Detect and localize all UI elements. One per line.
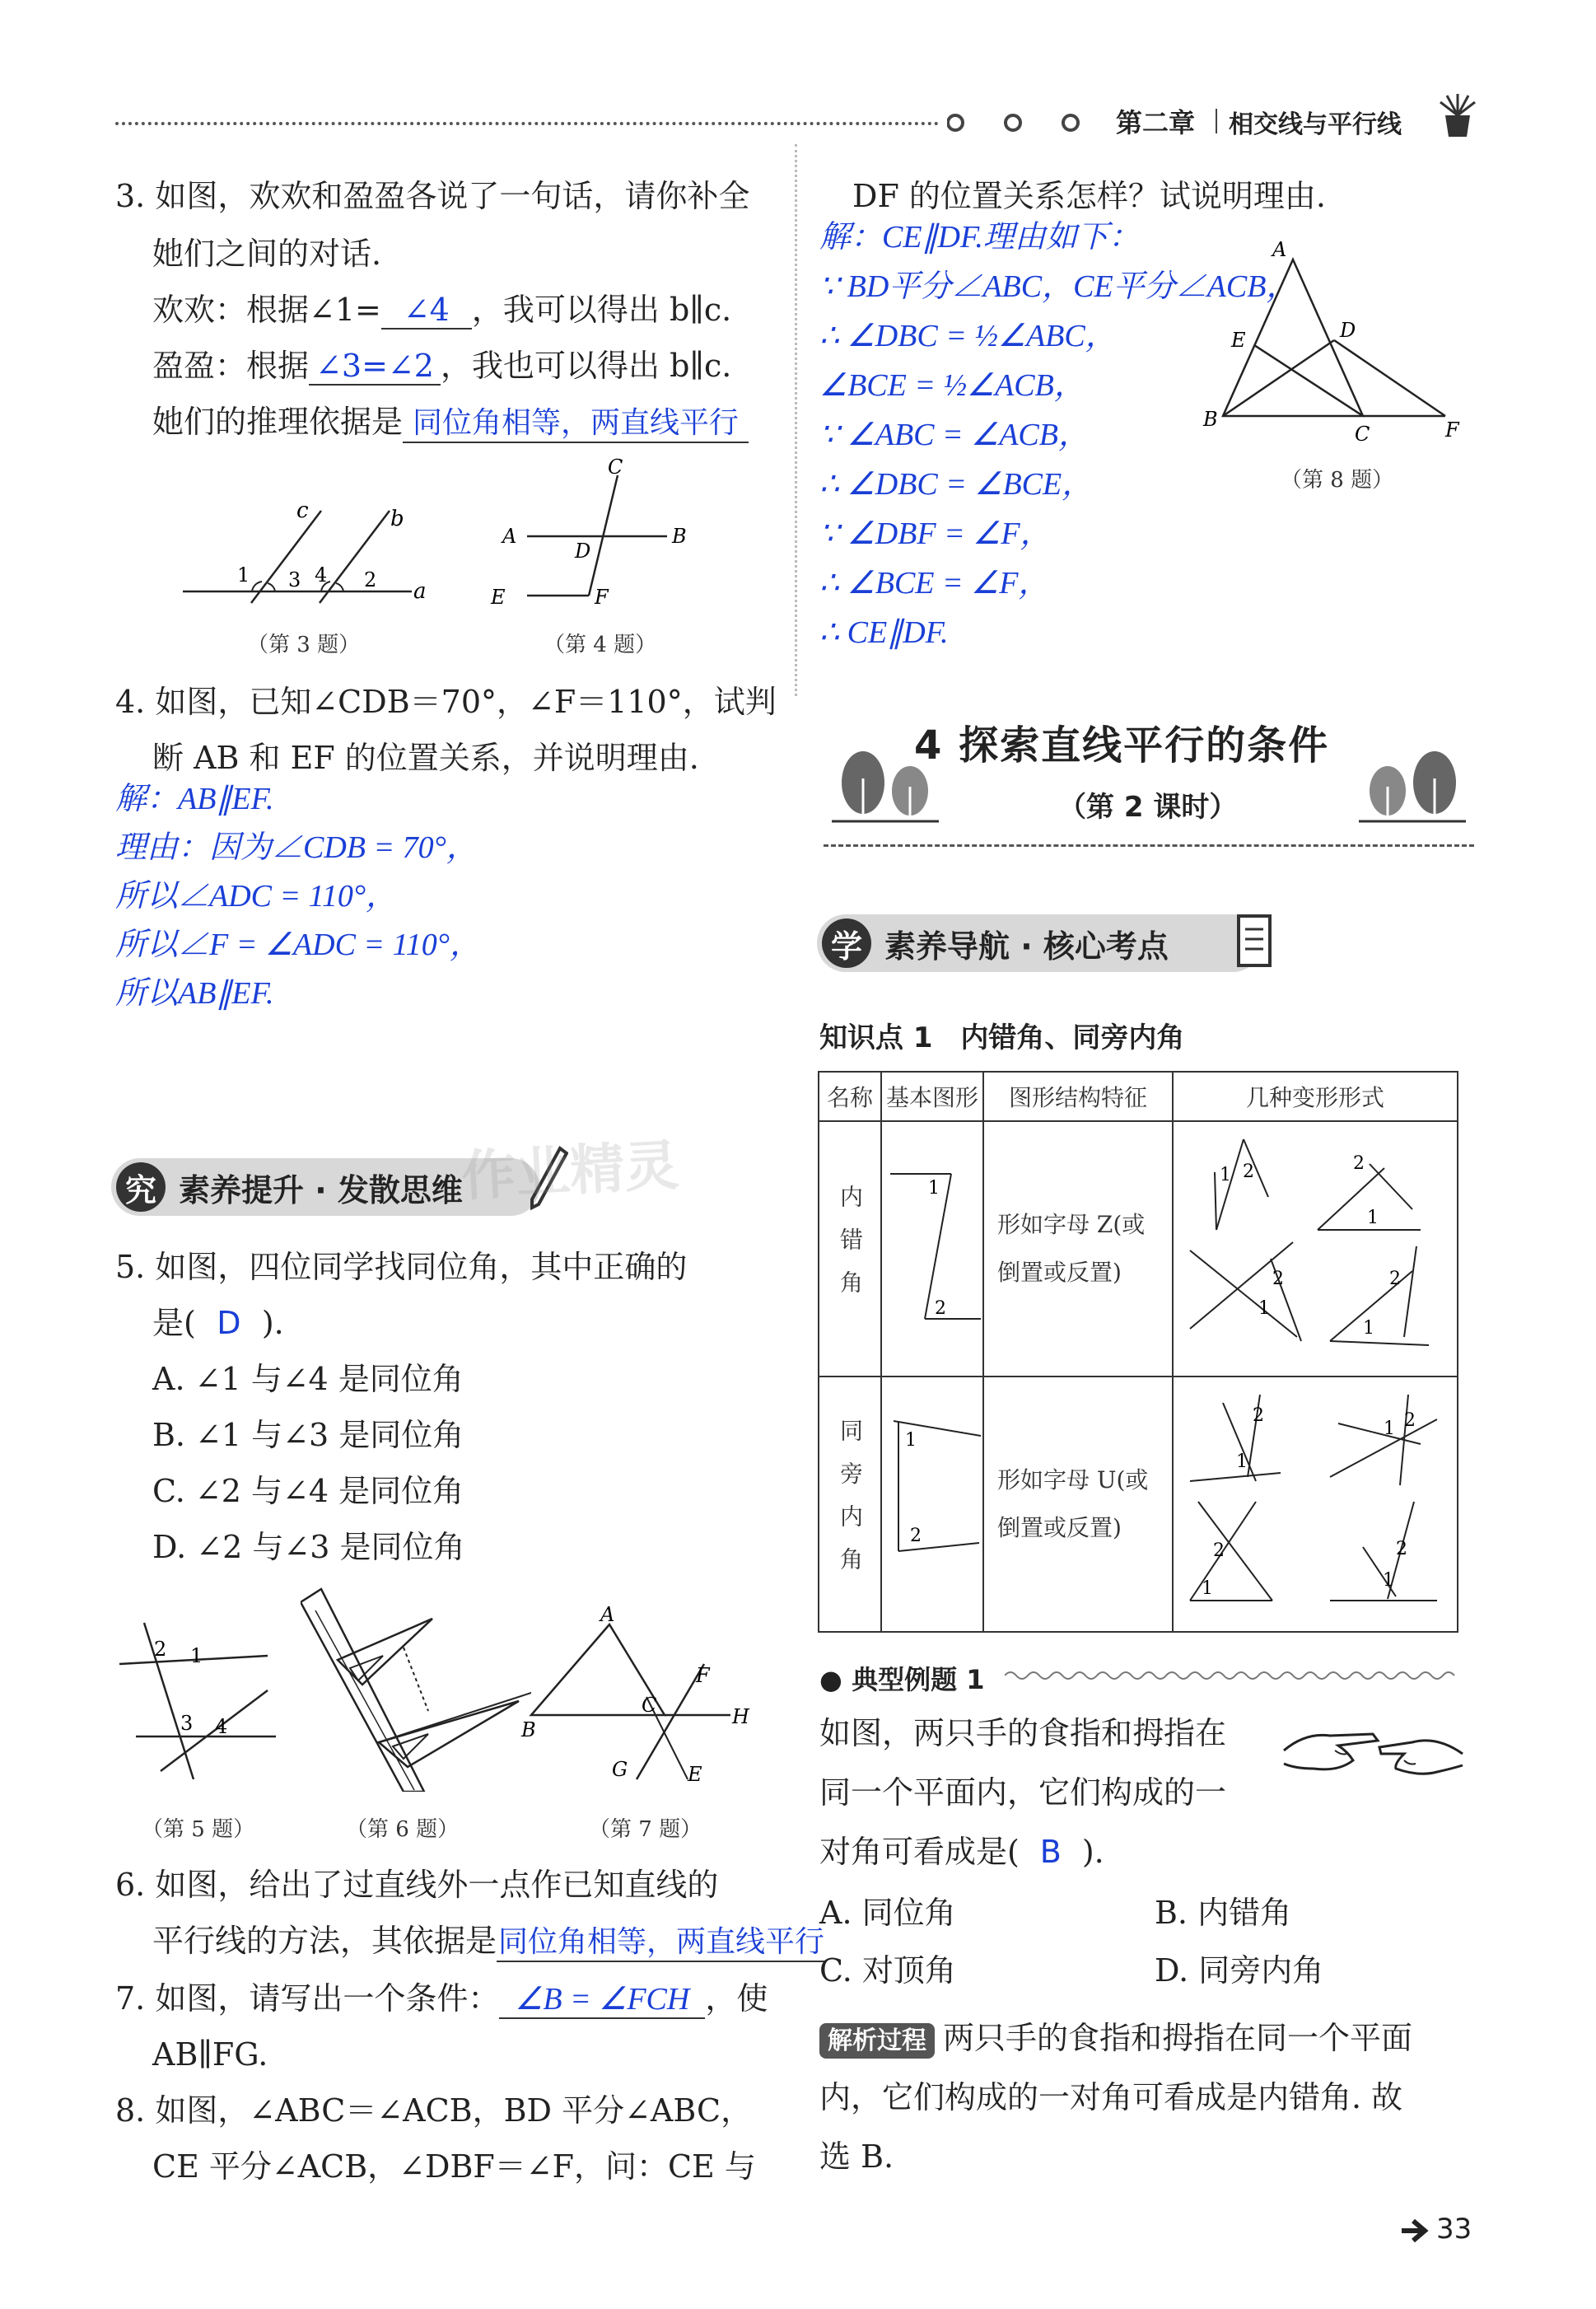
q3-line1: 3. 如图，欢欢和盈盈各说了一句话，请你补全 bbox=[115, 178, 750, 214]
header-divider bbox=[1216, 109, 1217, 133]
example1-open: 对角可看成是( bbox=[819, 1834, 1020, 1870]
example1-close: ). bbox=[1081, 1834, 1104, 1870]
kp1-row1-feature-1: 形如字母 Z(或 bbox=[997, 1211, 1146, 1238]
kp1-row2-name-text: 同旁内角 bbox=[837, 1419, 864, 1590]
fig4-caption: （第 4 题） bbox=[544, 633, 657, 657]
q7-post: ，使 bbox=[705, 1980, 768, 2017]
analysis-text-1: 两只手的食指和拇指在同一个平面 bbox=[943, 2020, 1413, 2056]
svg-text:1: 1 bbox=[1220, 1164, 1231, 1185]
q5-line2 bbox=[152, 1302, 284, 1344]
fig7-label-B: B bbox=[521, 1718, 536, 1741]
example1-line3 bbox=[819, 1830, 1104, 1873]
q5-option-a: A. ∠1 与∠4 是同位角 bbox=[152, 1361, 464, 1397]
example1-option-b: B. 内错角 bbox=[1155, 1895, 1292, 1931]
q3-huan-post: ，我可以得出 b∥c. bbox=[471, 292, 732, 328]
fig5-label-2: 2 bbox=[154, 1638, 167, 1661]
q3-line2: 她们之间的对话. bbox=[152, 236, 382, 272]
q3-huan-answer: ∠4 bbox=[381, 292, 472, 330]
plant-icon bbox=[1437, 92, 1478, 142]
fig7-label-C: C bbox=[642, 1694, 657, 1717]
fig7-label-H: H bbox=[732, 1705, 749, 1728]
q4-sol-5: 所以AB∥EF. bbox=[115, 976, 274, 1011]
kp1-row-same-side bbox=[819, 1377, 1458, 1632]
fig4-label-F: F bbox=[595, 586, 609, 609]
fig5-label-4: 4 bbox=[215, 1715, 228, 1738]
column-divider bbox=[795, 144, 797, 696]
q8-sol-1: 解：CE∥DF.理由如下： bbox=[819, 220, 1140, 255]
page-number: 33 bbox=[1436, 2213, 1472, 2246]
q8-sol-3: ∴ ∠DBC = ½∠ABC， bbox=[819, 319, 1117, 353]
kp1-row1-variants bbox=[1173, 1121, 1458, 1377]
fig8-label-D: D bbox=[1340, 319, 1356, 342]
q5-option-c: C. ∠2 与∠4 是同位角 bbox=[152, 1473, 464, 1509]
fig3-label-a: a bbox=[413, 579, 427, 604]
svg-text:1: 1 bbox=[1258, 1297, 1270, 1319]
q3-basis bbox=[152, 400, 749, 443]
q3-ying-post: ，我也可以得出 b∥c. bbox=[441, 348, 732, 384]
figure-q8 bbox=[1198, 235, 1478, 449]
fig5-label-1: 1 bbox=[190, 1644, 203, 1667]
kp1-title: 内错角、同旁内角 bbox=[960, 1021, 1185, 1054]
tree-icon-left bbox=[832, 746, 939, 824]
kp1-header-row bbox=[819, 1072, 1458, 1121]
section-learn bbox=[817, 914, 1262, 972]
kp1-row1-name bbox=[819, 1121, 881, 1377]
q3-ying-answer: ∠3=∠2 bbox=[309, 348, 441, 386]
header-dots bbox=[947, 110, 1095, 135]
header-dotted-rule bbox=[115, 122, 939, 125]
fig3-label-3: 3 bbox=[288, 568, 301, 591]
q8-sol-4: ∠BCE = ½∠ACB， bbox=[819, 368, 1085, 403]
q7-line2: AB∥FG. bbox=[152, 2036, 268, 2073]
svg-text:2: 2 bbox=[1389, 1268, 1401, 1289]
fig4-label-D: D bbox=[575, 540, 591, 563]
notebook-icon bbox=[1234, 913, 1275, 974]
svg-text:2: 2 bbox=[910, 1525, 922, 1546]
kp1-heading bbox=[819, 1015, 1184, 1055]
q8-sol-2: ∵ BD平分∠ABC，CE平分∠ACB， bbox=[819, 269, 1298, 304]
q8-sol-7: ∵ ∠DBF = ∠F， bbox=[819, 516, 1052, 551]
fig3-label-c: c bbox=[296, 498, 309, 523]
q4-sol-1: 解：AB∥EF. bbox=[115, 782, 274, 816]
figure-q6 bbox=[301, 1586, 531, 1792]
section-learn-title: 素养导航 · 核心考点 bbox=[884, 928, 1169, 965]
kp1-th-variants: 几种变形形式 bbox=[1173, 1072, 1458, 1121]
fig5-caption: （第 5 题） bbox=[142, 1817, 255, 1842]
lesson-dotted-rule bbox=[824, 844, 1474, 847]
fig4-label-C: C bbox=[608, 457, 623, 479]
kp1-table bbox=[818, 1071, 1458, 1633]
svg-text:1: 1 bbox=[1367, 1207, 1379, 1228]
kp1-row2-feature-2: 倒置或反置) bbox=[997, 1514, 1122, 1541]
svg-text:1: 1 bbox=[1236, 1451, 1248, 1472]
example1-option-c: C. 对顶角 bbox=[819, 1952, 956, 1989]
fig7-label-A: A bbox=[600, 1606, 615, 1626]
q7-line1 bbox=[115, 1977, 768, 2020]
fig4-label-B: B bbox=[672, 525, 687, 548]
q3-ying bbox=[152, 344, 731, 387]
kp1-th-name: 名称 bbox=[819, 1072, 881, 1121]
example1-analysis-2: 内，它们构成的一对角可看成是内错角. 故 bbox=[819, 2079, 1403, 2115]
svg-text:2: 2 bbox=[1243, 1161, 1254, 1182]
svg-text:2: 2 bbox=[1396, 1538, 1407, 1559]
next-arrow-icon bbox=[1400, 2216, 1433, 2249]
q8-line2: CE 平分∠ACB，∠DBF＝∠F，问：CE 与 bbox=[152, 2148, 756, 2185]
fig4-label-A: A bbox=[502, 525, 517, 548]
q5-option-d: D. ∠2 与∠3 是同位角 bbox=[152, 1529, 465, 1565]
kp1-row1-basic-figure bbox=[881, 1121, 983, 1377]
watermark: 作业精灵 bbox=[460, 1133, 681, 1208]
q6-line2-pre: 平行线的方法，其依据是 bbox=[152, 1923, 497, 1959]
svg-text:2: 2 bbox=[1253, 1405, 1264, 1426]
figure-q4 bbox=[478, 457, 725, 622]
fig7-label-E: E bbox=[688, 1763, 702, 1786]
figure-q7 bbox=[515, 1606, 762, 1796]
fig3-label-2: 2 bbox=[364, 568, 377, 591]
svg-text:2: 2 bbox=[1272, 1268, 1284, 1289]
q8-sol-6: ∴ ∠DBC = ∠BCE， bbox=[819, 467, 1094, 502]
fig4-label-E: E bbox=[491, 586, 506, 609]
header-title: 相交线与平行线 bbox=[1229, 110, 1402, 139]
kp1-label: 知识点 1 bbox=[819, 1021, 933, 1054]
q8-sol-9: ∴ CE∥DF. bbox=[819, 615, 949, 650]
example1-wavy-rule bbox=[1005, 1667, 1466, 1687]
q3-basis-pre: 她们的推理依据是 bbox=[152, 404, 404, 440]
kp1-th-feature: 图形结构特征 bbox=[983, 1072, 1173, 1121]
kp1-row2-variants bbox=[1173, 1377, 1458, 1632]
example1-analysis-1 bbox=[819, 2017, 1412, 2063]
q3-ying-pre: 盈盈：根据 bbox=[152, 348, 310, 384]
q4-sol-3: 所以∠ADC = 110°， bbox=[115, 879, 398, 914]
section-learn-badge: 学 bbox=[822, 918, 871, 968]
tree-icon-right bbox=[1359, 746, 1466, 824]
fig8-label-C: C bbox=[1355, 423, 1370, 446]
fig7-label-F: F bbox=[696, 1664, 710, 1687]
q3-huan bbox=[152, 288, 731, 331]
fig7-caption: （第 7 题） bbox=[589, 1817, 702, 1842]
kp1-row1-feature bbox=[983, 1121, 1173, 1377]
svg-text:1: 1 bbox=[1202, 1578, 1213, 1599]
q7-answer: ∠B = ∠FCH bbox=[499, 1981, 705, 2019]
q6-line1: 6. 如图，给出了过直线外一点作已知直线的 bbox=[115, 1867, 719, 1903]
analysis-tag: 解析过程 bbox=[819, 2023, 935, 2059]
svg-text:2: 2 bbox=[935, 1297, 946, 1319]
figure-q3 bbox=[173, 494, 436, 618]
fig3-label-b: b bbox=[390, 507, 404, 531]
svg-text:1: 1 bbox=[928, 1177, 940, 1199]
q5-open: 是( bbox=[152, 1305, 196, 1341]
example1-label: ● 典型例题 1 bbox=[819, 1664, 985, 1695]
q3-huan-pre: 欢欢：根据∠1= bbox=[152, 292, 381, 328]
q5-close: ). bbox=[261, 1305, 284, 1341]
fig3-label-1: 1 bbox=[237, 563, 250, 587]
example1-line1: 如图，两只手的食指和拇指在 bbox=[819, 1715, 1227, 1751]
kp1-row2-basic-figure bbox=[881, 1377, 983, 1632]
svg-text:2: 2 bbox=[1353, 1152, 1365, 1174]
svg-text:1: 1 bbox=[905, 1429, 917, 1451]
example1-line2: 同一个平面内，它们构成的一 bbox=[819, 1774, 1227, 1811]
q8-sol-5: ∵ ∠ABC = ∠ACB， bbox=[819, 418, 1090, 452]
fig8-label-A: A bbox=[1272, 238, 1287, 261]
q4-line1: 4. 如图，已知∠CDB＝70°，∠F＝110°，试判 bbox=[115, 684, 777, 720]
svg-text:1: 1 bbox=[1383, 1569, 1394, 1591]
q4-sol-4: 所以∠F = ∠ADC = 110°， bbox=[115, 928, 481, 962]
q5-answer: D bbox=[217, 1305, 241, 1341]
fig5-label-3: 3 bbox=[180, 1712, 194, 1735]
q6-answer: 同位角相等，两直线平行 bbox=[497, 1924, 826, 1962]
example1-option-d: D. 同旁内角 bbox=[1155, 1952, 1324, 1989]
fig8-caption: （第 8 题） bbox=[1281, 468, 1394, 493]
fig8-label-B: B bbox=[1203, 408, 1218, 431]
example1-answer: B bbox=[1039, 1834, 1062, 1870]
kp1-th-figure: 基本图形 bbox=[881, 1072, 983, 1121]
fig3-caption: （第 3 题） bbox=[247, 633, 361, 657]
q8-sol-8: ∴ ∠BCE = ∠F， bbox=[819, 566, 1050, 601]
q3-basis-answer: 同位角相等，两直线平行 bbox=[403, 405, 749, 443]
kp1-row1-name-text: 内错角 bbox=[837, 1185, 864, 1313]
fig7-label-G: G bbox=[612, 1758, 628, 1781]
kp1-row1-feature-2: 倒置或反置) bbox=[997, 1259, 1122, 1286]
svg-text:2: 2 bbox=[1213, 1540, 1225, 1561]
q5-line1: 5. 如图，四位同学找同位角，其中正确的 bbox=[115, 1249, 688, 1285]
svg-text:1: 1 bbox=[1384, 1418, 1395, 1439]
fig3-label-4: 4 bbox=[315, 563, 328, 587]
lesson-subtitle: （第 2 课时） bbox=[1058, 791, 1238, 824]
kp1-row-alternate bbox=[819, 1121, 1458, 1377]
q7-pre: 7. 如图，请写出一个条件： bbox=[115, 1980, 500, 2017]
kp1-row2-name bbox=[819, 1377, 881, 1632]
figure-q5 bbox=[111, 1615, 292, 1779]
q8-line1: 8. 如图，∠ABC＝∠ACB，BD 平分∠ABC， bbox=[115, 2092, 753, 2129]
hands-illustration bbox=[1281, 1718, 1466, 1787]
section-explore-badge: 究 bbox=[116, 1162, 166, 1212]
fig8-label-E: E bbox=[1231, 329, 1246, 352]
header-chapter: 第二章 bbox=[1116, 107, 1196, 138]
kp1-row2-feature bbox=[983, 1377, 1173, 1632]
section-explore-title: 素养提升 · 发散思维 bbox=[179, 1171, 463, 1208]
fig8-label-F: F bbox=[1445, 418, 1459, 442]
q4-line2: 断 AB 和 EF 的位置关系，并说明理由. bbox=[152, 740, 699, 776]
kp1-row2-feature-1: 形如字母 U(或 bbox=[997, 1466, 1149, 1493]
lesson-title: 4 探索直线平行的条件 bbox=[914, 722, 1330, 769]
q6-line2 bbox=[152, 1919, 826, 1962]
q5-option-b: B. ∠1 与∠3 是同位角 bbox=[152, 1417, 464, 1453]
example1-analysis-3: 选 B. bbox=[819, 2138, 894, 2175]
svg-text:2: 2 bbox=[1404, 1409, 1416, 1431]
fig6-caption: （第 6 题） bbox=[346, 1817, 460, 1842]
q4-sol-2: 理由：因为∠CDB = 70°， bbox=[115, 830, 478, 865]
svg-text:1: 1 bbox=[1363, 1317, 1374, 1339]
example1-option-a: A. 同位角 bbox=[819, 1895, 956, 1931]
q8-line3: DF 的位置关系怎样？试说明理由. bbox=[852, 178, 1326, 214]
